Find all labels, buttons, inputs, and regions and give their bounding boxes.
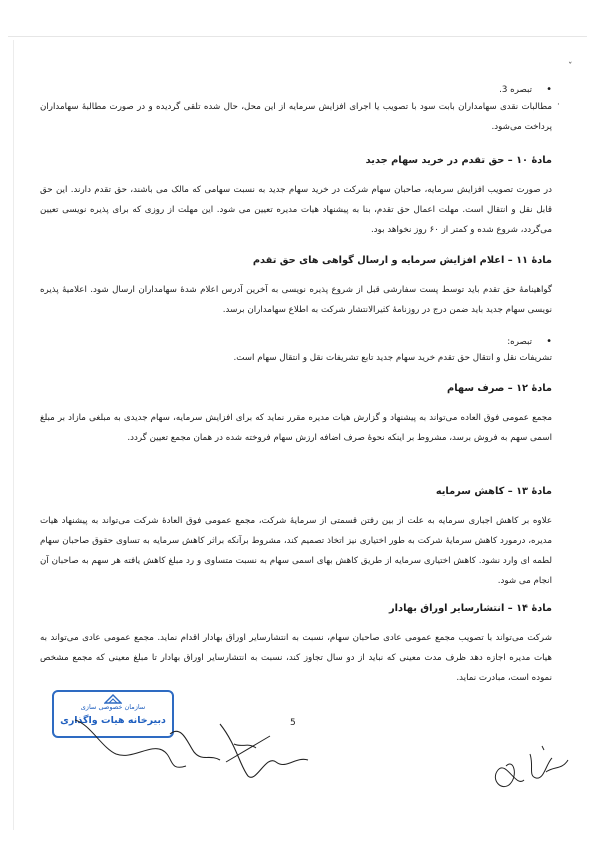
section-note-11: تشریفات نقل و انتقال حق تقدم خرید سهام جدید تابع تشریفات نقل و انتقال سهام است. bbox=[233, 353, 552, 363]
stamp-dept-text: دبیرخانه هیات واگذاری bbox=[60, 715, 166, 726]
signature-left-icon bbox=[70, 714, 310, 784]
page-number: 5 bbox=[290, 718, 296, 728]
section-body-10: در صورت تصویب افزایش سرمایه، صاحبان سهام شرکت در خرید سهام جدید به نسبت سهامی که مالک می باشند، حق تقدم دارند. این حق قابل نقل و انتقال است. مهلت اعمال حق تقدم، بنا به پیشنهاد هیات مدیره تعیین می شود. این مهلت از روزی که برای پذیره نویسی تعیین می‌گردد، شروع شده و کمتر از ۶۰ روز نخواهد بود. bbox=[40, 185, 552, 235]
section-heading-13: مادهٔ ۱۳ – کاهش سرمایه bbox=[435, 486, 552, 497]
scan-edge-left bbox=[13, 40, 14, 830]
signature-right-icon bbox=[484, 736, 574, 796]
bullet-icon: • bbox=[546, 84, 552, 95]
bullet-note-3 bbox=[40, 82, 552, 98]
scan-edge-top bbox=[8, 36, 587, 37]
section-body-13: علاوه بر کاهش اجباری سرمایه به علت از بین رفتن قسمتی از سرمایهٔ شرکت، مجمع عمومی فوق العادهٔ شرکت می‌تواند به پیشنهاد هیات مدیره، درمورد کاهش سرمایهٔ شرکت به طور اختیاری نیز اتخاذ تصمیم کند، مشروط برآنکه براثر کاهش سرمایه به تساوی حقوق صاحبان سهام لطمه ای وارد نشود. کاهش اختیاری سرمایه از طریق کاهش بهای اسمی سهام به نسبت متساوی و رد مبلغ کاهش یافته هر سهم به صاحبان آن انجام می شود. bbox=[40, 516, 552, 586]
bullet-note-11-text: تبصره: bbox=[507, 337, 533, 347]
section-body-14: شرکت می‌تواند با تصویب مجمع عمومی عادی صاحبان سهام، نسبت به انتشارسایر اوراق بهادار اقدام نماید. مجمع عمومی عادی می‌تواند به هیات مدیره اجازه دهد ظرف مدت معینی که نباید از دو سال تجاوز کند، نسبت به انتشارسایر اوراق بهادار تا مبلغ معینی که مجمع مشخص نموده است، مبادرت نماید. bbox=[40, 633, 552, 683]
corner-mark-icon: ˇ bbox=[568, 62, 573, 72]
section-heading-10: مادهٔ ۱۰ – حق تقدم در خرید سهام جدید bbox=[365, 155, 552, 166]
section-heading-11: مادهٔ ۱۱ – اعلام افزایش سرمایه و ارسال گواهی های حق تقدم bbox=[252, 255, 552, 266]
section-body-12: مجمع عمومی فوق العاده می‌تواند به پیشنهاد و گزارش هیات مدیره مقرر نماید که برای افزایش سرمایه، سهام جدیدی به مبلغی مازاد بر مبلغ اسمی سهم به فروش برسد، مشروط بر اینکه نحوهٔ صرف اضافه ارزش سهام فروخته شده در همان مجمع تعیین گردد. bbox=[40, 413, 552, 443]
section-heading-14: مادهٔ ۱۴ – انتشارسایر اوراق بهادار bbox=[389, 603, 552, 614]
paragraph-dividend-claims: مطالبات نقدی سهامداران بابت سود با تصویب یا اجرای افزایش سرمایه از این محل، حال شده تلقی گردیده و در صورت مطالبهٔ سهامداران پرداخت می‌شود. bbox=[40, 102, 552, 132]
section-heading-12: مادهٔ ۱۲ – صرف سهام bbox=[447, 383, 552, 394]
margin-dot-icon: · bbox=[557, 100, 560, 110]
section-body-11: گواهینامهٔ حق تقدم باید توسط پست سفارشی قبل از شروع پذیره نویسی به آخرین آدرس اعلام شدهٔ سهامداران ارسال شود. اعلامیهٔ پذیره نویسی سهام جدید باید ضمن درج در روزنامهٔ کثیرالانتشار شرکت به اطلاع سهامداران برسد. bbox=[40, 285, 552, 315]
bullet-icon: • bbox=[546, 336, 552, 347]
stamp-org-text: سازمان خصوصی سازی bbox=[80, 703, 146, 711]
bullet-note-3-text: تبصره 3. bbox=[499, 85, 533, 95]
